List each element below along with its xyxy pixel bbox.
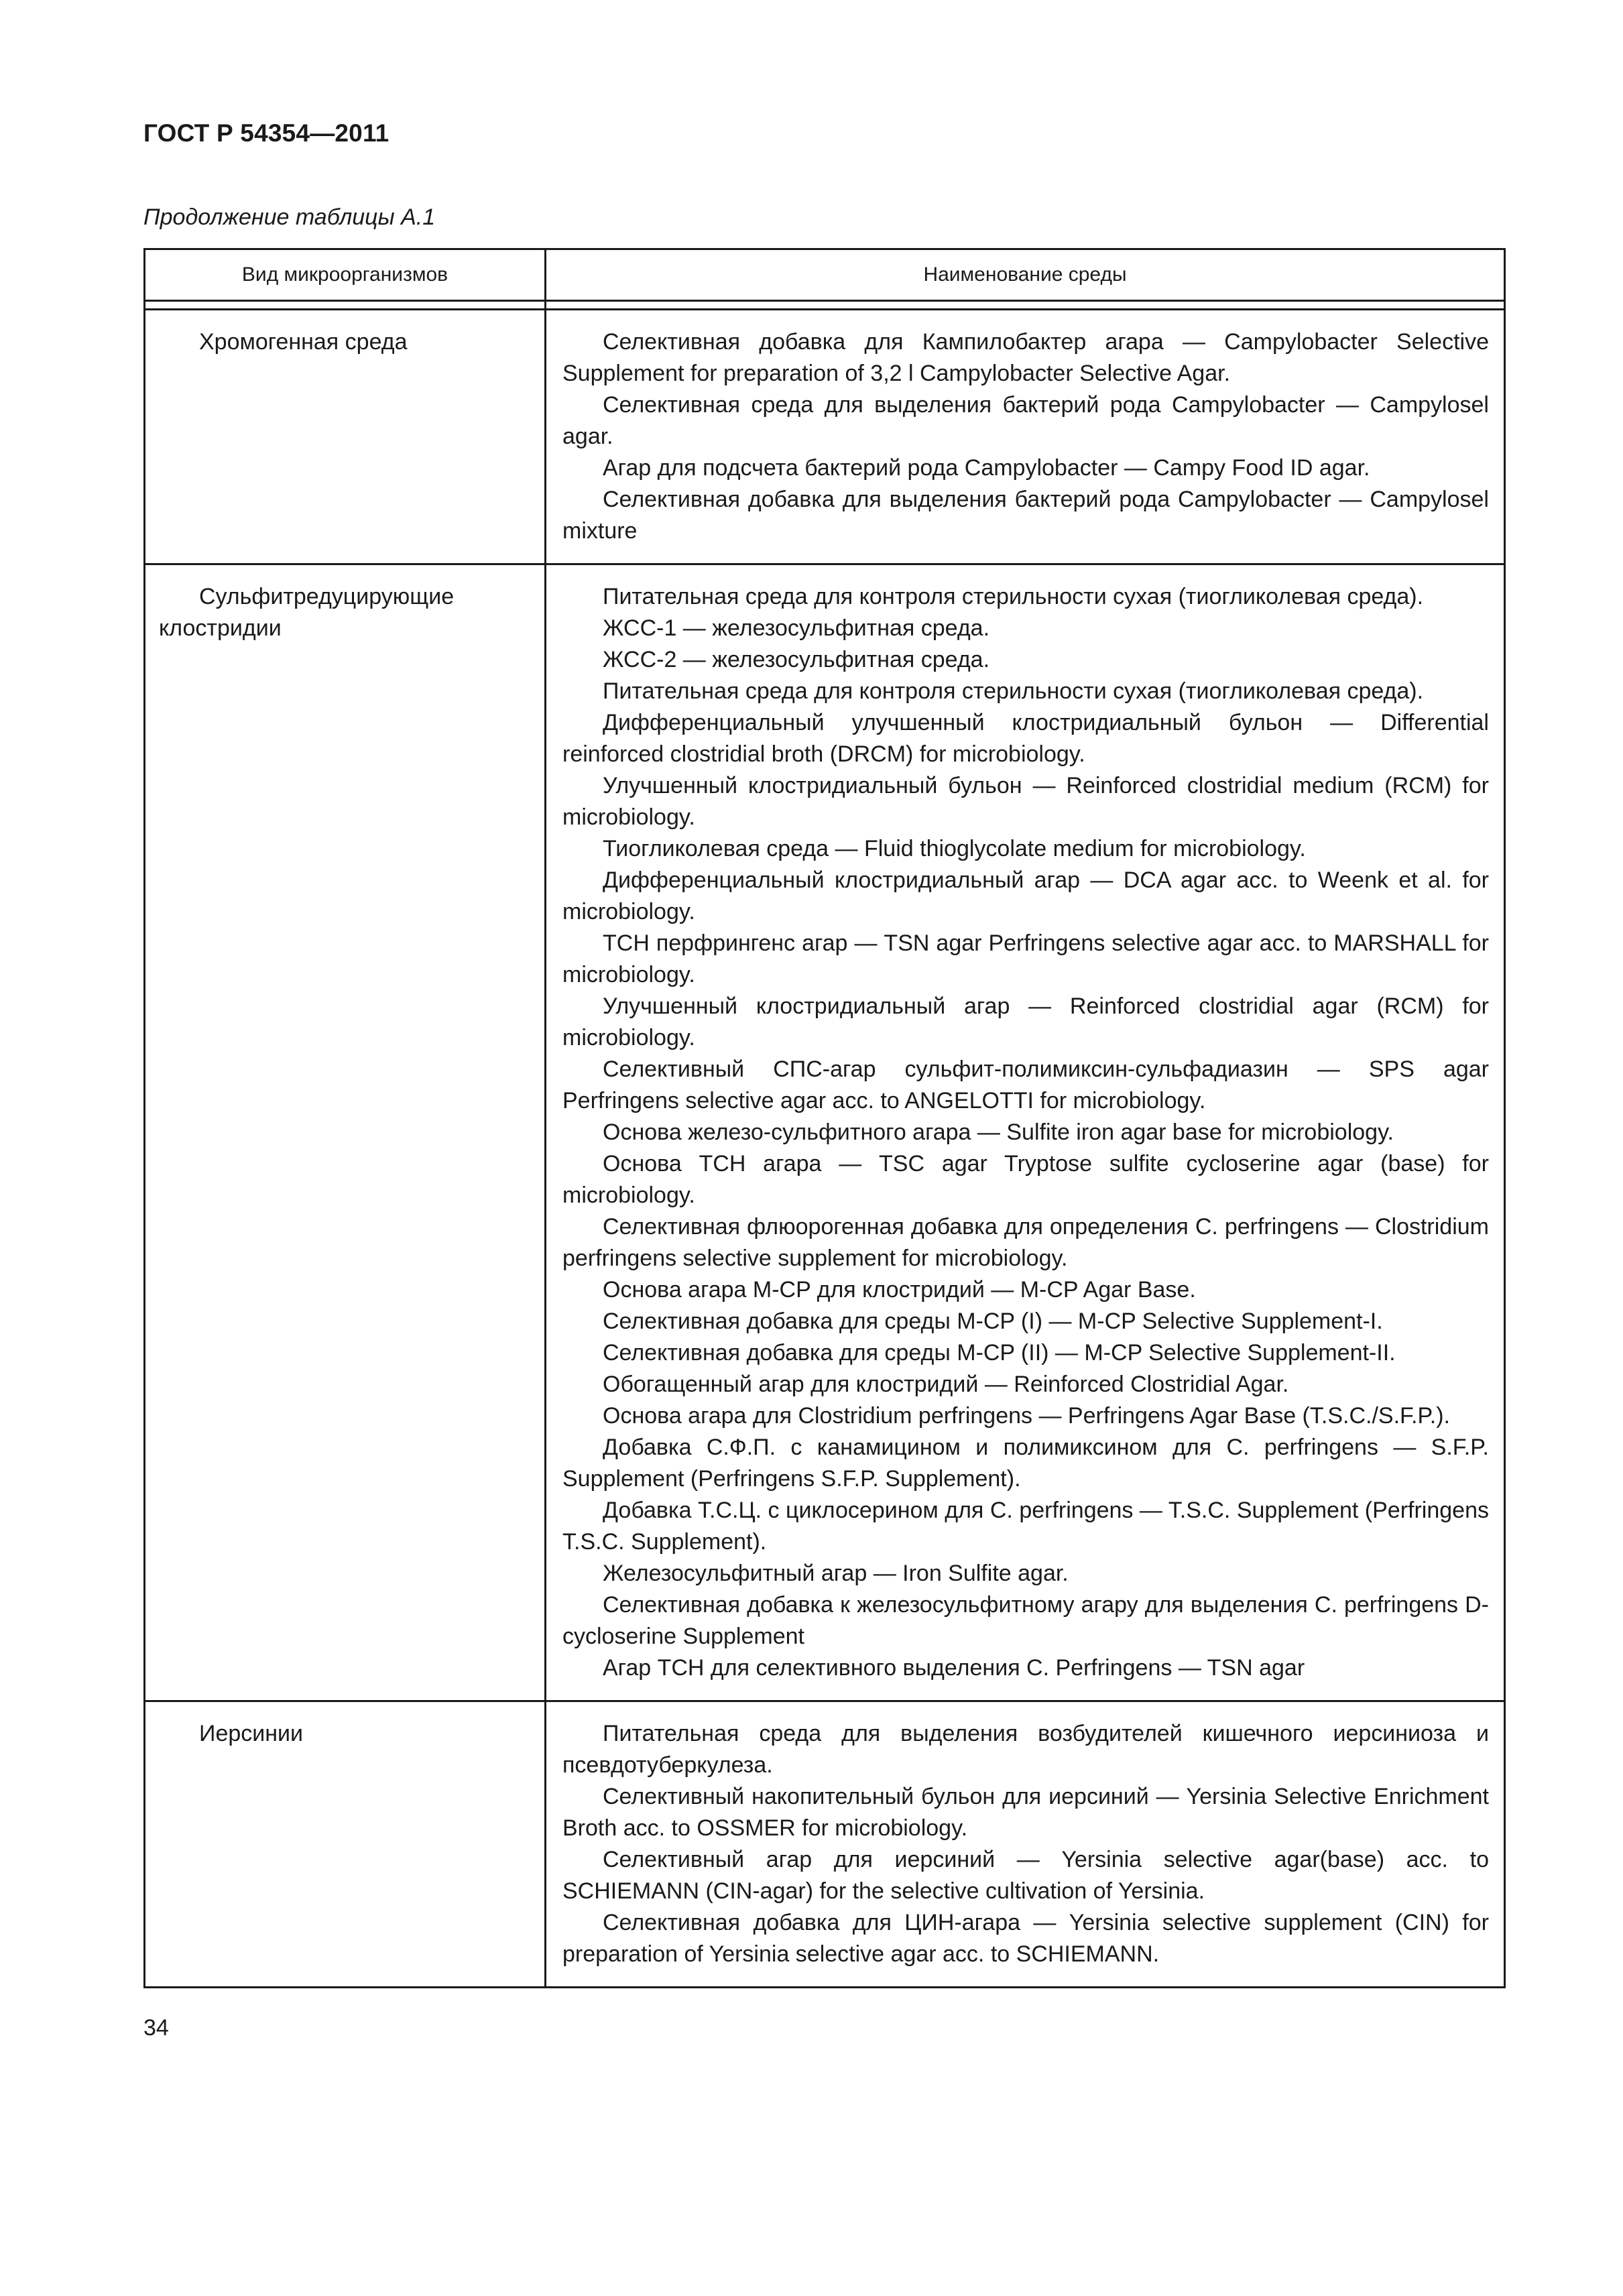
media-item: Селективный накопительный бульон для иерсиний — Yersinia Selective Enrichment Broth acc. to OSSMER for microbiology. xyxy=(562,1784,1489,1841)
column-header-organism: Вид микроорганизмов xyxy=(145,250,546,300)
media-item: Дифференциальный улучшенный клостридиальный бульон — Differential reinforced clostridial broth (DRCM) for microbiology. xyxy=(562,710,1489,767)
media-item: Железосульфитный агар — Iron Sulfite agar. xyxy=(603,1561,1069,1586)
media-item: ТСН перфрингенс агар — TSN agar Perfringens selective agar acc. to MARSHALL for microbiology. xyxy=(562,930,1489,987)
media-item: Селективная добавка для среды M-CP (II) — M-CP Selective Supplement-II. xyxy=(603,1340,1396,1366)
media-item: Селективная добавка для Кампилобактер агара — Campylobacter Selective Supplement for preparation of 3,2 l Campylobacter Selective Agar. xyxy=(562,329,1489,386)
media-item: Добавка Т.С.Ц. с циклосерином для C. perfringens — T.S.C. Supplement (Perfringens T.S.C. Supplement). xyxy=(562,1498,1489,1555)
table-row xyxy=(145,310,1504,565)
media-cell xyxy=(546,310,1504,563)
media-item: Питательная среда для контроля стерильности сухая (тиогликолевая среда). xyxy=(603,678,1424,704)
media-item: Селективный агар для иерсиний — Yersinia selective agar(base) acc. to SCHIEMANN (CIN-agar) for the selective cultivation of Yersinia. xyxy=(562,1847,1489,1904)
organism-cell: Хромогенная среда xyxy=(145,310,546,563)
table-header-row xyxy=(145,250,1504,302)
media-table xyxy=(143,248,1506,1988)
table-row xyxy=(145,565,1504,1702)
media-item: Селективная добавка для ЦИН-агара — Yersinia selective supplement (CIN) for preparation of Yersinia selective agar acc. to SCHIEMANN. xyxy=(562,1910,1489,1967)
media-item: Селективная добавка к железосульфитному агару для выделения C. perfringens D-cycloserine Supplement xyxy=(562,1592,1489,1649)
media-cell xyxy=(546,1702,1504,1986)
media-item: Улучшенный клостридиальный агар — Reinforced clostridial agar (RCM) for microbiology. xyxy=(562,993,1489,1050)
media-item: ЖСС-2 — железосульфитная среда. xyxy=(603,647,990,672)
media-item: Селективная добавка для среды M-CP (I) — M-CP Selective Supplement-I. xyxy=(603,1309,1383,1334)
table-row xyxy=(145,1702,1504,1986)
media-item: Основа агара для Clostridium perfringens — Perfringens Agar Base (T.S.C./S.F.P.). xyxy=(603,1403,1450,1429)
media-item: Обогащенный агар для клостридий — Reinforced Clostridial Agar. xyxy=(603,1372,1289,1397)
media-item: Селективный СПС-агар сульфит-полимиксин-сульфадиазин — SPS agar Perfringens selective agar acc. to ANGELOTTI for microbiology. xyxy=(562,1056,1489,1113)
column-header-media: Наименование среды xyxy=(923,263,1127,286)
media-item: Основа железо-сульфитного агара — Sulfite iron agar base for microbiology. xyxy=(603,1120,1394,1145)
organism-cell: Иерсинии xyxy=(145,1702,546,1986)
media-item: Агар для подсчета бактерий рода Campylobacter — Campy Food ID agar. xyxy=(603,455,1370,481)
media-item: Селективная среда для выделения бактерий рода Campylobacter — Campylosel agar. xyxy=(562,392,1489,449)
media-item: Питательная среда для контроля стерильности сухая (тиогликолевая среда). xyxy=(603,584,1424,609)
document-header: ГОСТ Р 54354—2011 xyxy=(143,119,389,147)
media-item: Основа ТСН агара — TSC agar Tryptose sulfite cycloserine agar (base) for microbiology. xyxy=(562,1151,1489,1208)
media-item: Селективная добавка для выделения бактерий рода Campylobacter — Campylosel mixture xyxy=(562,487,1489,544)
media-item: Дифференциальный клостридиальный агар — DCA agar acc. to Weenk et al. for microbiology. xyxy=(562,867,1489,924)
table-caption: Продолжение таблицы А.1 xyxy=(143,204,436,230)
media-item: Основа агара M-CP для клостридий — M-CP Agar Base. xyxy=(603,1277,1196,1303)
media-item: Агар ТСН для селективного выделения C. Perfringens — TSN agar xyxy=(603,1655,1305,1681)
page-number: 34 xyxy=(143,2015,169,2041)
media-item: Улучшенный клостридиальный бульон — Reinforced clostridial medium (RCM) for microbiology. xyxy=(562,773,1489,830)
media-item: Селективная флюорогенная добавка для определения C. perfringens — Clostridium perfringens selective supplement for microbiology. xyxy=(562,1214,1489,1271)
media-cell xyxy=(546,565,1504,1700)
organism-cell: Сульфитредуцирующие клостридии xyxy=(145,565,546,1700)
media-item: Добавка С.Ф.П. с канамицином и полимиксином для C. perfringens — S.F.P. Supplement (Perfringens S.F.P. Supplement). xyxy=(562,1435,1489,1492)
media-item: Питательная среда для выделения возбудителей кишечного иерсиниоза и псевдотуберкулеза. xyxy=(562,1721,1489,1778)
media-item: ЖСС-1 — железосульфитная среда. xyxy=(603,615,990,641)
media-item: Тиогликолевая среда — Fluid thioglycolate medium for microbiology. xyxy=(603,836,1306,861)
header-separator xyxy=(145,302,1504,310)
